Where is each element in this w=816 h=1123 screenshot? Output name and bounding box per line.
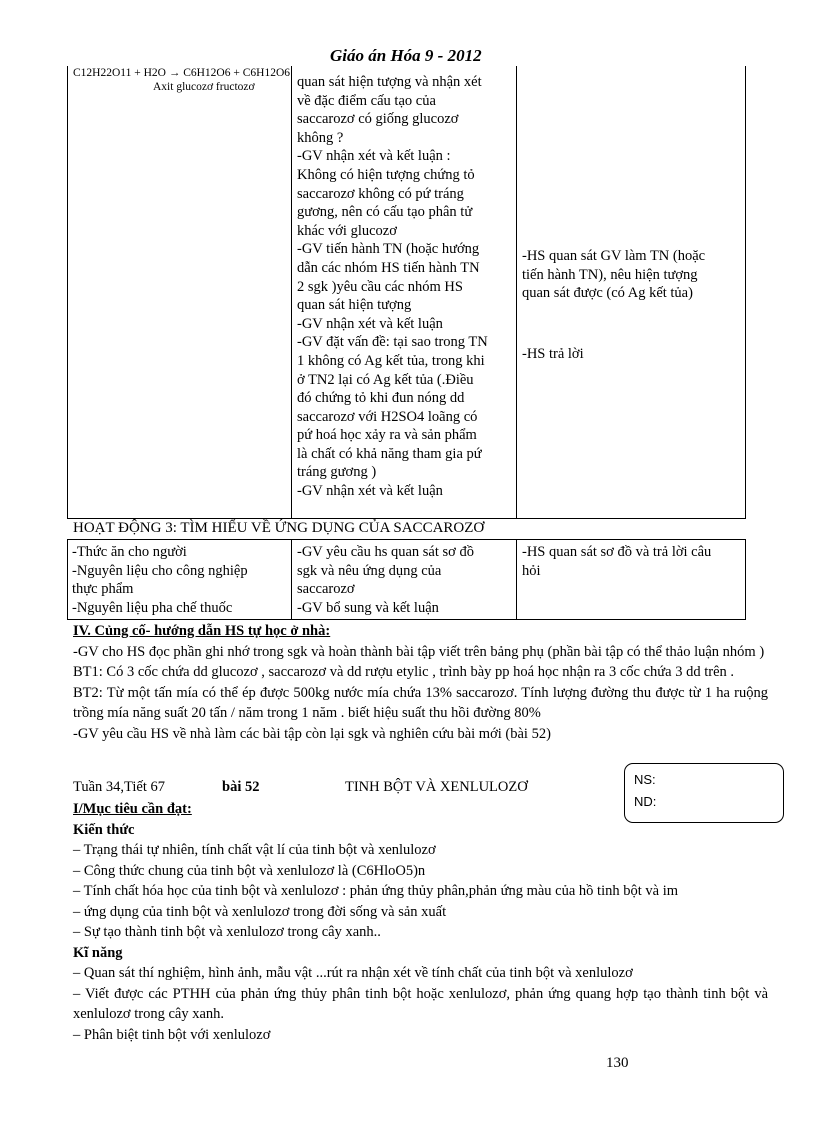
text-line: quan sát hiện tượng và nhận xét xyxy=(297,74,482,90)
hydrolysis-equation xyxy=(73,66,290,94)
skills-heading: Kĩ năng xyxy=(73,944,123,961)
text-line: dẫn các nhóm HS tiến hành TN xyxy=(297,259,480,276)
lesson-week: Tuần 34,Tiết 67 xyxy=(73,779,165,795)
text-line: -Nguyên liệu pha chế thuốc xyxy=(72,599,233,616)
nd-label: ND: xyxy=(634,794,657,809)
text-line: -GV tiến hành TN (hoặc hướng xyxy=(297,241,480,258)
knowledge-item: – Sự tạo thành tinh bột và xenlulozơ trong cây xanh.. xyxy=(73,924,381,940)
skill-item: – Phân biệt tinh bột với xenlulozơ xyxy=(73,1026,271,1043)
section-4-paragraph: -GV cho HS đọc phần ghi nhớ trong sgk và hoàn thành bài tập viết trên bảng phụ (phần bài tập có thể thảo luận nhóm ) xyxy=(73,643,765,660)
table1-left-border xyxy=(67,66,68,519)
text-line: ở TN2 lại có Ag kết tủa (.Điều xyxy=(297,371,474,388)
text-line: tiến hành TN), nêu hiện tượng xyxy=(522,266,698,283)
page-header: Giáo án Hóa 9 - 2012 xyxy=(330,46,482,65)
table2-student-activity xyxy=(522,543,740,580)
text-line: thực phẩm xyxy=(72,581,134,598)
ns-label: NS: xyxy=(634,772,656,787)
text-line: saccarozơ không có pứ tráng xyxy=(297,185,464,202)
table1-bottom-border xyxy=(67,518,746,519)
text-line: -GV nhận xét và kết luận xyxy=(297,483,443,500)
table2-divider-1 xyxy=(291,539,292,619)
text-line: khác với glucozơ xyxy=(297,222,397,239)
table2-divider-2 xyxy=(516,539,517,619)
knowledge-item: – Trạng thái tự nhiên, tính chất vật lí của tinh bột và xenlulozơ xyxy=(73,842,436,858)
text-line: pứ hoá học xảy ra và sản phẩm xyxy=(297,427,477,444)
activity3-heading: HOẠT ĐỘNG 3: TÌM HIỂU VỀ ỨNG DỤNG CỦA SACCAROZƠ xyxy=(73,520,485,536)
knowledge-item: – Công thức chung của tinh bột và xenlulozơ là (C6HloO5)n xyxy=(73,862,426,879)
homework-note: -GV yêu cầu HS về nhà làm các bài tập còn lại sgk và nghiên cứu bài mới (bài 52) xyxy=(73,725,551,742)
lesson-number: bài 52 xyxy=(222,779,260,795)
objectives-heading: I/Mục tiêu cần đạt: xyxy=(73,801,192,817)
text-line: -GV bổ sung và kết luận xyxy=(297,599,439,616)
table1-student-activity-b: -HS trả lời xyxy=(522,346,584,362)
table1-student-activity-a xyxy=(522,247,740,303)
text-line: tráng gương ) xyxy=(297,464,377,481)
text-line: 1 không có Ag kết tủa, trong khi xyxy=(297,352,485,369)
knowledge-item: – ứng dụng của tinh bột và xenlulozơ trong đời sống và sản xuất xyxy=(73,903,447,920)
text-line: -GV yêu cầu hs quan sát sơ đồ xyxy=(297,544,474,560)
objectives xyxy=(73,799,768,1045)
text-line: -HS quan sát sơ đồ và trả lời câu xyxy=(522,544,712,560)
text-line: -GV nhận xét và kết luận xyxy=(297,315,443,332)
page-number: 130 xyxy=(606,1055,629,1071)
text-line: -GV nhận xét và kết luận : xyxy=(297,148,451,165)
text-line: không ? xyxy=(297,129,344,146)
text-line: saccarozơ với H2SO4 loãng có xyxy=(297,408,478,425)
section-4-title: IV. Củng cố- hướng dẫn HS tự học ở nhà: xyxy=(73,623,331,639)
text-line: 2 sgk )yêu cầu các nhóm HS xyxy=(297,278,463,295)
text-line: quan sát được (có Ag kết tủa) xyxy=(522,285,693,302)
table1-divider-2 xyxy=(516,66,517,519)
exercise-1: BT1: Có 3 cốc chứa dd glucozơ , saccarozơ và dd rượu etylic , trình bày pp hoá học nhận ra 3 cốc chứa 3 dd trên . xyxy=(73,664,735,680)
table1-right-border xyxy=(745,66,746,519)
section-4 xyxy=(73,621,768,744)
text-line: sgk và nêu ứng dụng của xyxy=(297,562,442,579)
equation-line-1: C12H22O11 + H2O → C6H12O6 + C6H12O6 xyxy=(73,67,290,79)
exercise-2: BT2: Từ một tấn mía có thể ép được 500kg nước mía chứa 13% saccarozơ. Tính lượng đường thu được từ 1 ha ruộng trồng mía năng suất 20 tấn / năm trong 1 năm . biết hiệu suất thu hồi đường 80% xyxy=(73,684,768,721)
text-line: -GV đặt vấn đề: tại sao trong TN xyxy=(297,334,488,351)
table2-applications xyxy=(72,543,286,617)
knowledge-item: – Tính chất hóa học của tinh bột và xenlulozơ : phản ứng thủy phân,phản ứng màu của hồ tinh bột và im xyxy=(73,883,679,899)
table2-top-border xyxy=(67,539,746,540)
table1-teacher-activity xyxy=(297,73,509,501)
text-line: Không có hiện tượng chứng tỏ xyxy=(297,166,475,183)
text-line: là chất có khả năng tham gia pứ xyxy=(297,445,482,462)
equation-line-2: Axit glucozơ fructozơ xyxy=(153,81,255,93)
text-line: -Thức ăn cho người xyxy=(72,544,187,560)
lesson-title: TINH BỘT VÀ XENLULOZƠ xyxy=(345,779,528,795)
table1-divider-1 xyxy=(291,66,292,519)
skill-item: – Quan sát thí nghiệm, hình ảnh, mẫu vật ...rút ra nhận xét về tính chất của tinh bột và xenlulozơ xyxy=(73,965,633,981)
table2-left-border xyxy=(67,539,68,619)
text-line: quan sát hiện tượng xyxy=(297,297,412,314)
table2-right-border xyxy=(745,539,746,619)
text-line: -HS quan sát GV làm TN (hoặc xyxy=(522,248,706,264)
knowledge-heading: Kiến thức xyxy=(73,821,135,838)
text-line: về đặc điểm cấu tạo của xyxy=(297,92,436,109)
text-line: gương, nên có cấu tạo phân tử xyxy=(297,204,473,221)
skill-item: – Viết được các PTHH của phản ứng thủy phân tinh bột hoặc xenlulozơ, phản ứng quang hợp tạo thành tinh bột và xenlulozơ trong cây xanh. xyxy=(73,985,768,1022)
table2-bottom-border xyxy=(67,619,746,620)
text-line: đó chứng tỏ khi đun nóng dd xyxy=(297,390,465,407)
text-line: saccarozơ có giống glucozơ xyxy=(297,111,459,128)
text-line: -Nguyên liệu cho công nghiệp xyxy=(72,562,248,579)
text-line: hỏi xyxy=(522,562,541,579)
table2-teacher-activity xyxy=(297,543,509,617)
text-line: saccarozơ xyxy=(297,581,355,598)
